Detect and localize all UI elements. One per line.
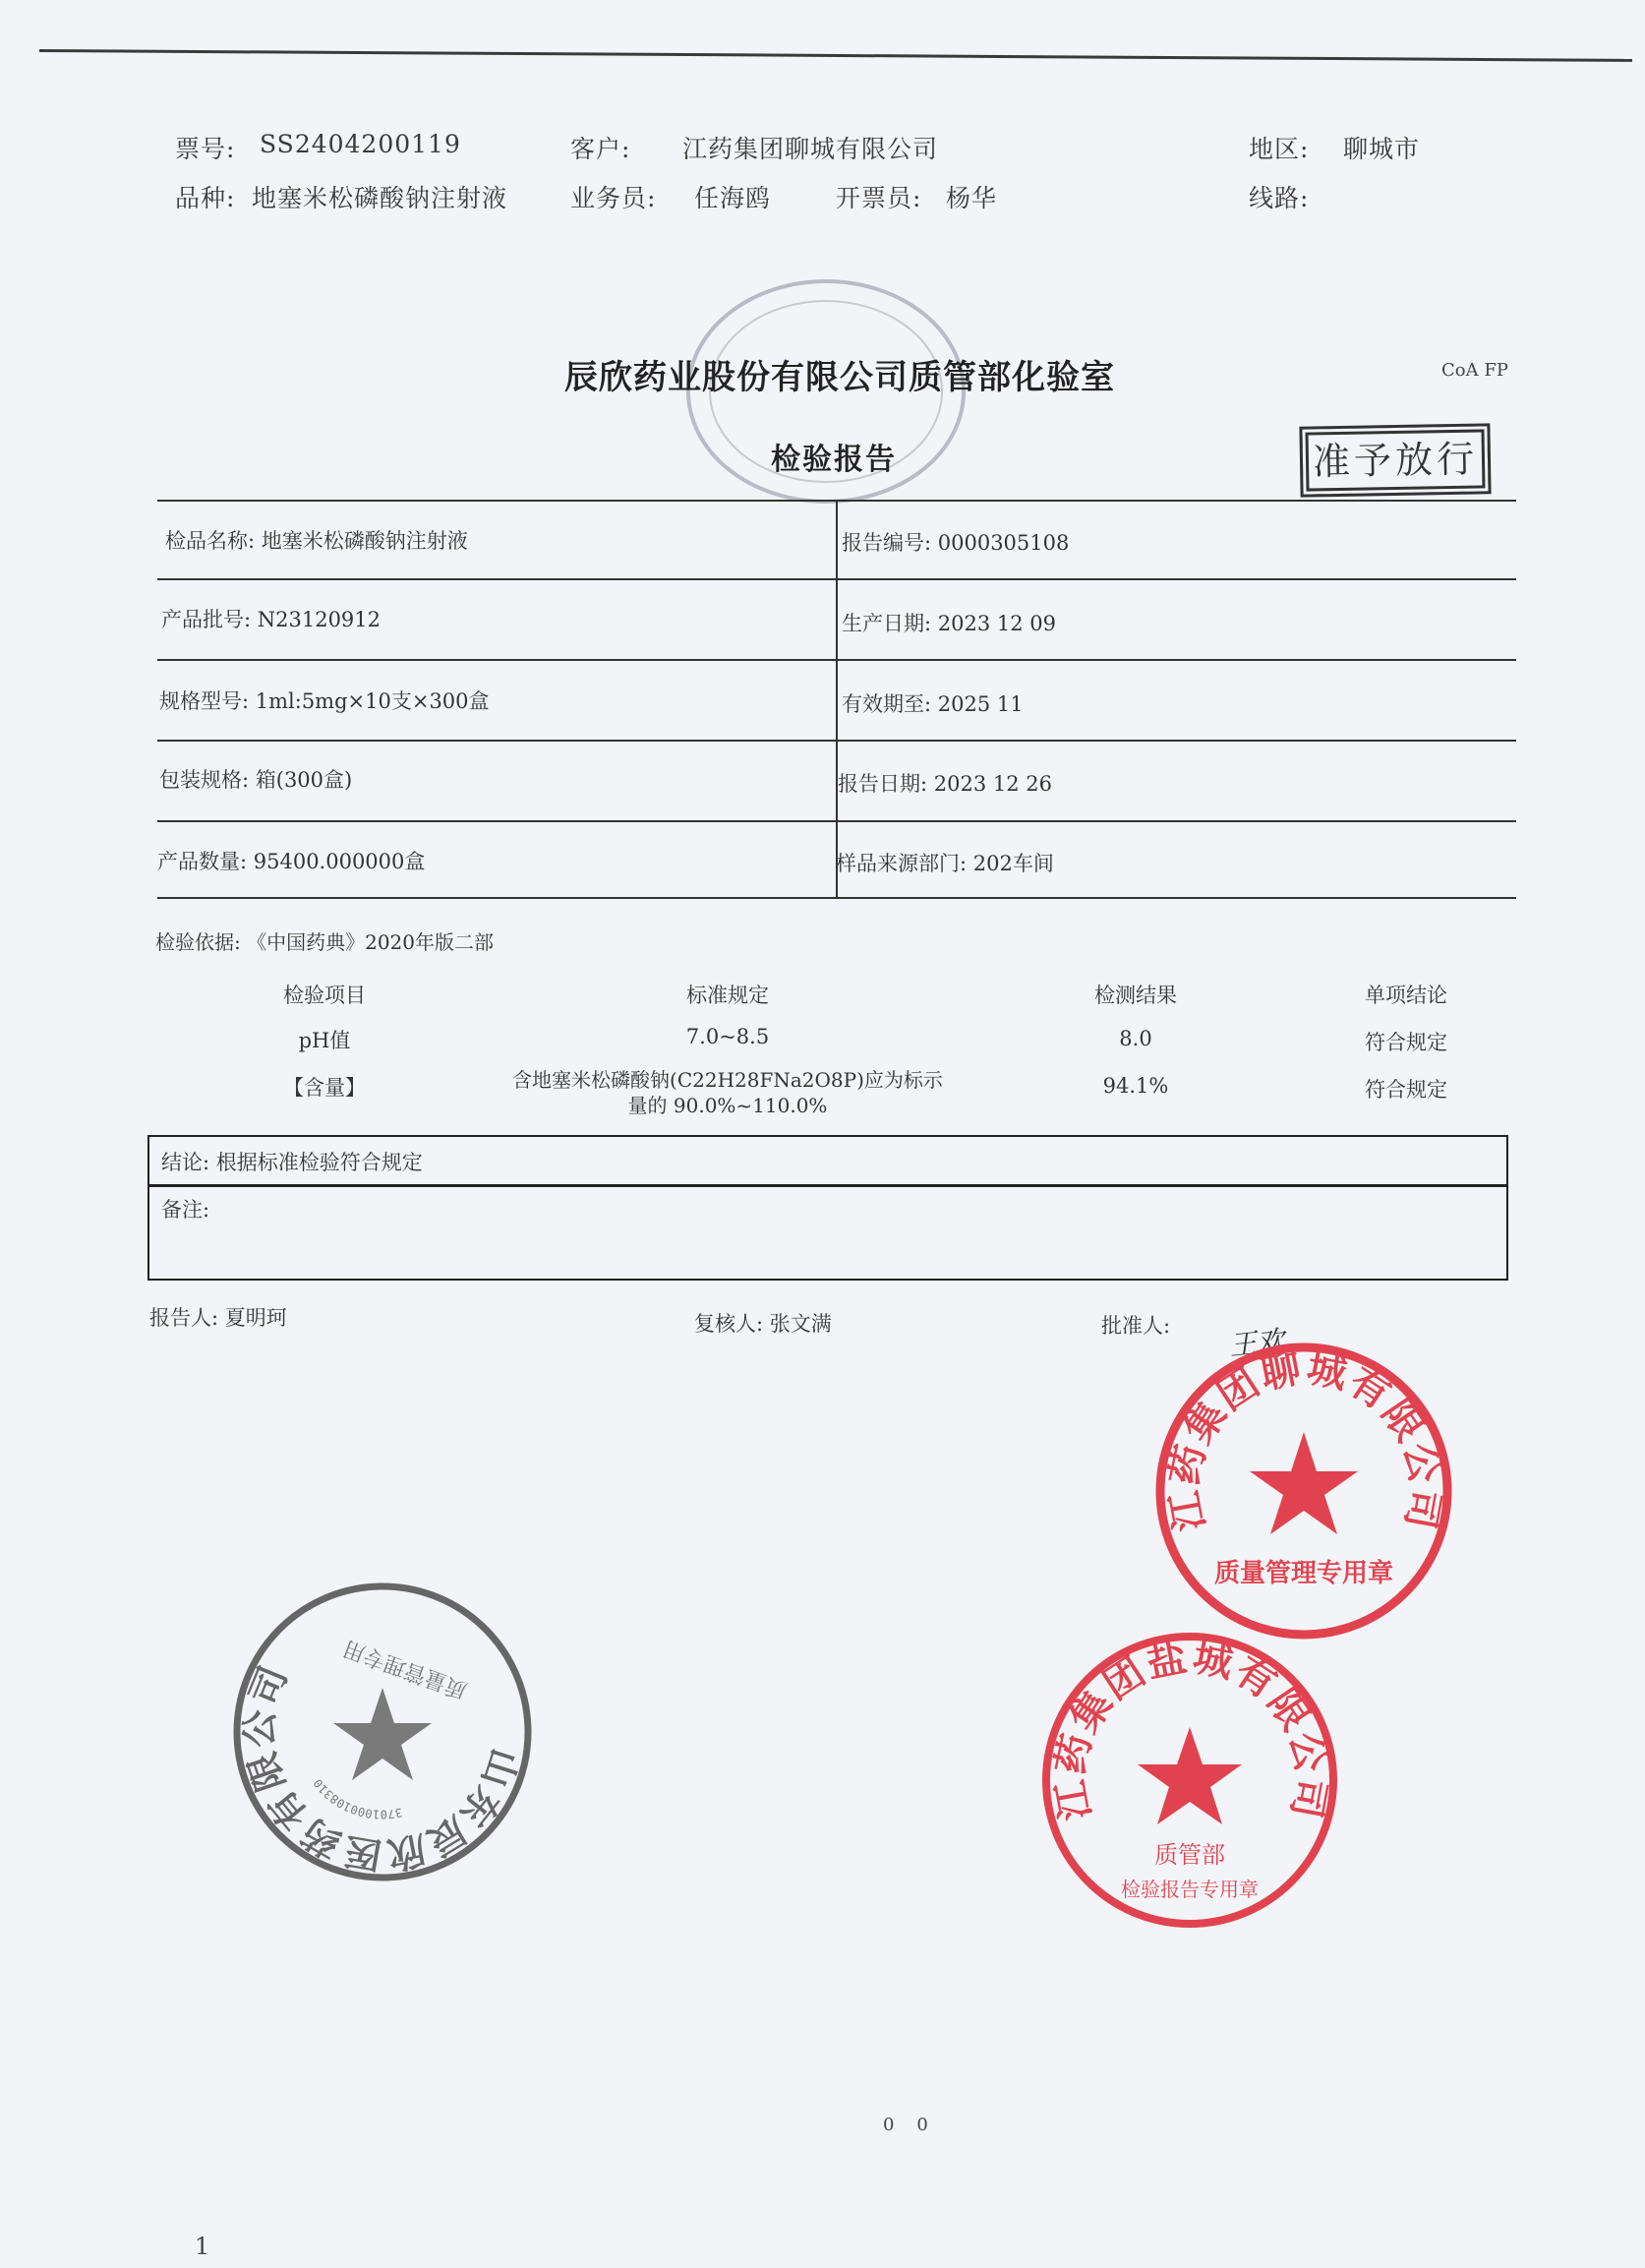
- col-header-result: 检测结果: [1094, 984, 1177, 1007]
- variety-value: 地塞米松磷酸钠注射液: [252, 184, 508, 212]
- col-header-conclusion: 单项结论: [1365, 984, 1447, 1007]
- approver-label: 批准人:: [1101, 1314, 1171, 1338]
- reviewer-signature: 复核人: 张文满: [694, 1312, 832, 1336]
- test-standard-ph: 7.0~8.5: [685, 1025, 770, 1048]
- test-conclusion-content: 符合规定: [1365, 1078, 1447, 1102]
- specification-field: 规格型号: 1ml:5mg×10支×300盒: [159, 689, 490, 713]
- product-name-field: 检品名称: 地塞米松磷酸钠注射液: [165, 529, 468, 553]
- sample-source-field: 样品来源部门: 202车间: [836, 852, 1054, 875]
- region-value: 聊城市: [1343, 135, 1421, 163]
- conclusion-text: 结论: 根据标准检验符合规定: [161, 1151, 423, 1174]
- svg-text:3701000108310: 3701000108310: [311, 1776, 404, 1821]
- table-line: [157, 897, 1516, 899]
- release-approval-stamp: 准予放行: [1299, 423, 1491, 497]
- reporter-signature: 报告人: 夏明珂: [149, 1306, 287, 1330]
- svg-text:质管部: 质管部: [1154, 1841, 1225, 1869]
- quantity-field: 产品数量: 95400.000000盒: [157, 850, 426, 873]
- report-date-field: 报告日期: 2023 12 26: [838, 772, 1052, 796]
- variety-label: 品种:: [175, 184, 236, 212]
- approver-handwritten-signature: 王欢: [1227, 1324, 1286, 1362]
- test-standard-content: 含地塞米松磷酸钠(C22H28FNa2O8P)应为标示: [512, 1068, 943, 1092]
- page-marks: 0 0: [883, 2115, 928, 2135]
- test-conclusion-ph: 符合规定: [1365, 1031, 1447, 1054]
- page-number: 1: [195, 2233, 210, 2260]
- test-item-ph: pH值: [298, 1029, 351, 1052]
- salesman-value: 任海鸥: [694, 184, 772, 212]
- report-number-field: 报告编号: 0000305108: [842, 531, 1070, 555]
- ticket-label: 票号:: [175, 135, 236, 163]
- test-result-content: 94.1%: [1102, 1074, 1169, 1098]
- svg-text:质量管理专用: 质量管理专用: [340, 1635, 471, 1702]
- col-header-item: 检验项目: [283, 984, 366, 1007]
- packing-field: 包装规格: 箱(300盒): [159, 768, 353, 792]
- remarks-label: 备注:: [161, 1198, 210, 1222]
- route-label: 线路:: [1249, 184, 1310, 212]
- issuer-label: 开票员:: [836, 184, 922, 212]
- expiry-date-field: 有效期至: 2025 11: [842, 692, 1024, 716]
- table-divider: [836, 500, 838, 897]
- svg-text:检验报告专用章: 检验报告专用章: [1121, 1878, 1259, 1901]
- report-title: 辰欣药业股份有限公司质管部化验室: [564, 358, 1115, 397]
- svg-text:山东辰欣医药有限公司: 山东辰欣医药有限公司: [236, 1657, 528, 1879]
- salesman-label: 业务员:: [570, 184, 657, 212]
- test-item-content: 【含量】: [283, 1076, 366, 1100]
- ticket-number: SS2404200119: [260, 130, 461, 158]
- corner-code: CoA FP: [1441, 360, 1508, 381]
- conclusion-divider: [147, 1184, 1508, 1187]
- issuer-value: 杨华: [946, 184, 998, 212]
- svg-text:质量管理专用章: 质量管理专用章: [1213, 1559, 1394, 1588]
- red-seal-yancheng: [1034, 1625, 1345, 1936]
- report-subtitle: 检验报告: [771, 443, 897, 477]
- customer-name: 江药集团聊城有限公司: [682, 135, 939, 163]
- gray-seal-chenxin: [228, 1578, 537, 1886]
- batch-number-field: 产品批号: N23120912: [161, 608, 382, 631]
- test-standard-content-line2: 量的 90.0%~110.0%: [627, 1094, 828, 1117]
- production-date-field: 生产日期: 2023 12 09: [842, 612, 1056, 635]
- col-header-standard: 标准规定: [686, 984, 769, 1007]
- red-seal-liaocheng: [1148, 1336, 1459, 1646]
- test-result-ph: 8.0: [1119, 1027, 1152, 1050]
- inspection-basis: 检验依据: 《中国药典》2020年版二部: [155, 930, 494, 954]
- svg-text:江药集团聊城有限公司: 江药集团聊城有限公司: [1160, 1344, 1449, 1535]
- svg-text:江药集团盐城有限公司: 江药集团盐城有限公司: [1046, 1634, 1335, 1824]
- scan-edge-line: [39, 49, 1632, 62]
- customer-label: 客户:: [570, 135, 631, 163]
- region-label: 地区:: [1249, 135, 1310, 163]
